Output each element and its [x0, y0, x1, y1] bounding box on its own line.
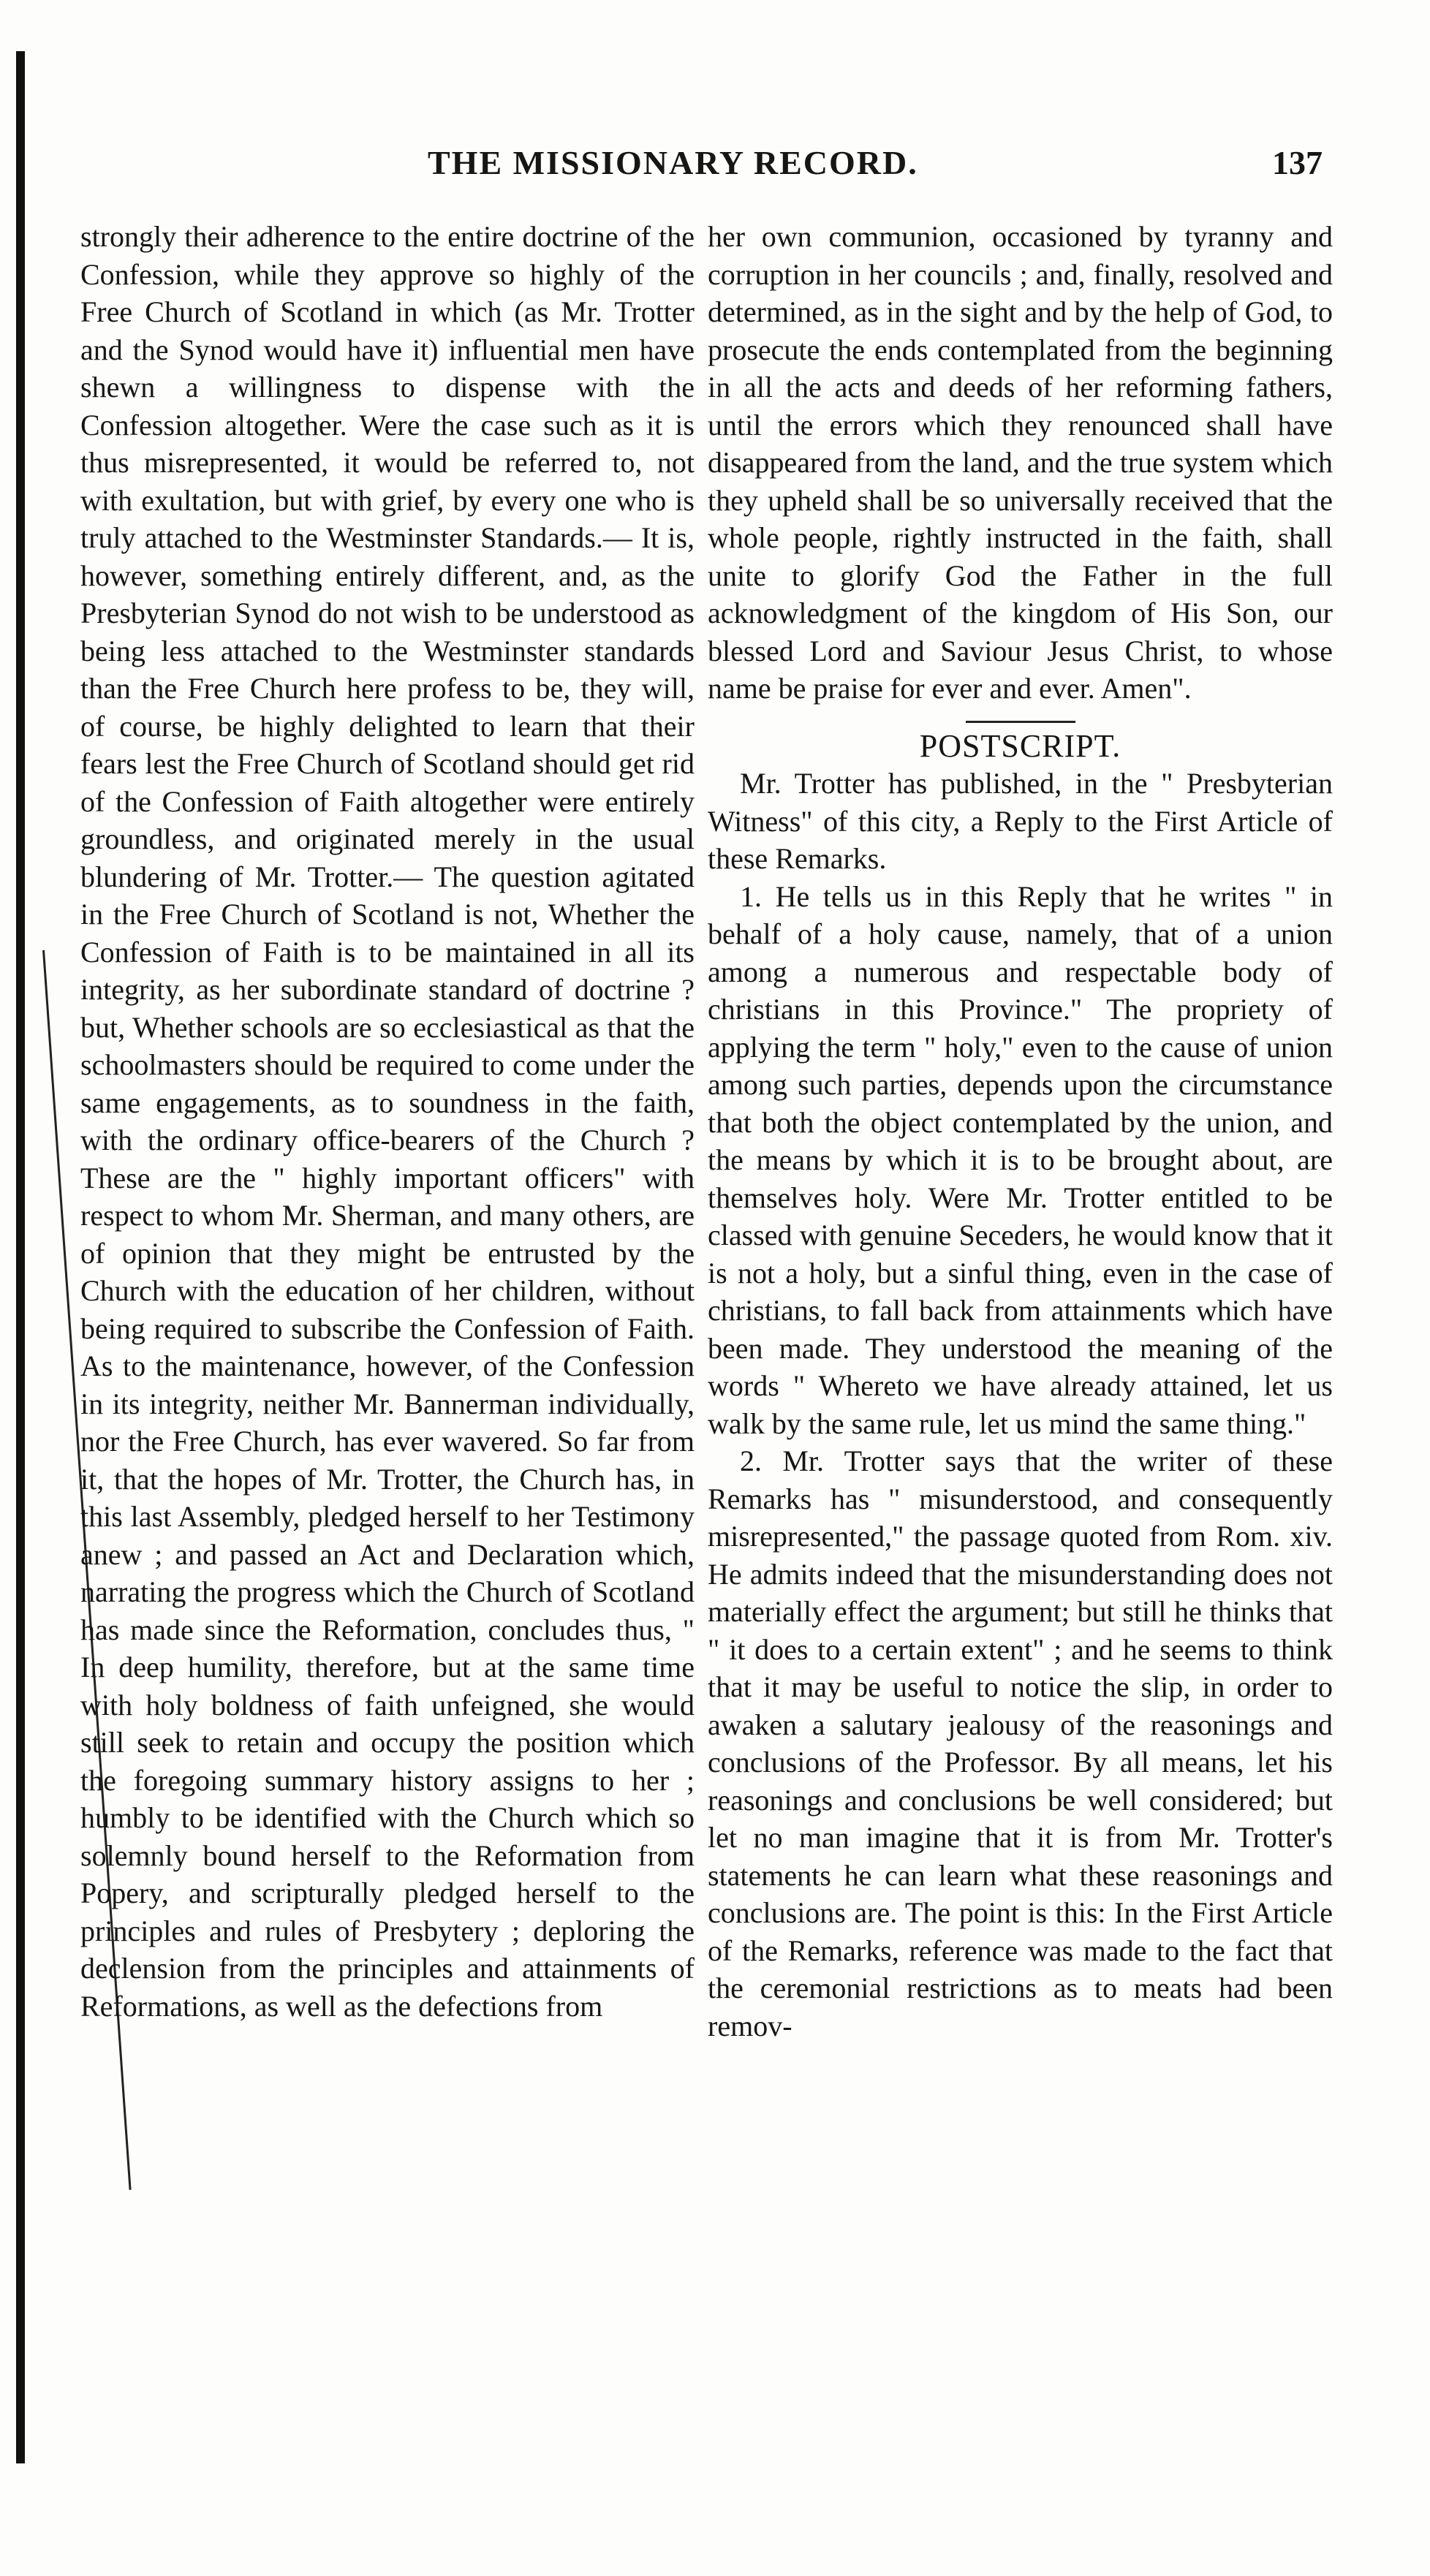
left-column	[80, 218, 695, 2025]
running-title: THE MISSIONARY RECORD.	[428, 144, 918, 181]
right-paragraph-3: 1. He tells us in this Reply that he writes " in behalf of a holy cause, namely, that of a union among a numerous and respectable body of christians in this Province." The propriety of applying the term " holy," even to the cause of union among such parties, depends upon the circumstance that both the object contemplated by the union, and the means by which it is to be brought about, are themselves holy. Were Mr. Trotter entitled to be classed with genuine Seceders, he would know that it is not a holy, but a sinful thing, even in the case of christians, to fall back from attainments which have been made. They understood the meaning of the words " Whereto we have already attained, let us walk by the same rule, let us mind the same thing."	[708, 879, 1333, 1440]
postscript-title: POSTSCRIPT.	[919, 727, 1121, 764]
right-paragraph-1: her own communion, occasioned by tyranny and corruption in her councils ; and, finally, resolved and determined, as in the sight and by the help of God, to prosecute the ends contemplated from the beginning in all the acts and deeds of her reforming fathers, until the errors which they renounced shall have disappeared from the land, and the true system which they upheld shall be so universally received that the whole people, rightly instructed in the faith, shall unite to glorify God the Father in the full acknowledgment of the kingdom of His Son, our blessed Lord and Saviour Jesus Christ, to whose name be praise for ever and ever. Amen".	[708, 220, 1333, 705]
right-column	[708, 218, 1333, 2045]
right-paragraph-2: Mr. Trotter has published, in the " Presbyterian Witness" of this city, a Reply to the First Article of these Remarks.	[708, 767, 1333, 875]
page-spine-shadow	[16, 51, 25, 2463]
left-column-text: strongly their adherence to the entire doctrine of the Confession, while they approve so highly of the Free Church of Scotland in which (as Mr. Trotter and the Synod would have it) influential men have shewn a willingness to dispense with the Confession altogether. Were the case such as it is thus misrepresented, it would be referred to, not with exultation, but with grief, by every one who is truly attached to the Westminster Standards.— It is, however, something entirely different, and, as the Presbyterian Synod do not wish to be understood as being less attached to the Westminster standards than the Free Church here profess to be, they will, of course, be highly delighted to learn that their fears lest the Free Church of Scotland should get rid of the Confession of Faith altogether were entirely groundless, and originated merely in the usual blundering of Mr. Trotter.— The question agitated in the Free Church of Scotland is not, Whether the Confession of Faith is to be maintained in all its integrity, as her subordinate standard of doctrine ? but, Whether schools are so ecclesiastical as that the schoolmasters should be required to come under the same engagements, as to soundness in the faith, with the ordinary office-bearers of the Church ? These are the " highly important officers" with respect to whom Mr. Sherman, and many others, are of opinion that they might be entrusted by the Church with the education of her children, without being required to subscribe the Confession of Faith. As to the maintenance, however, of the Confession in its integrity, neither Mr. Bannerman individually, nor the Free Church, has ever wavered. So far from it, that the hopes of Mr. Trotter, the Church has, in this last Assembly, pledged herself to her Testimony anew ; and passed an Act and Declaration which, narrating the progress which the Church of Scotland has made since the Reformation, concludes thus, " In deep humility, therefore, but at the same time with holy boldness of faith unfeigned, she would still seek to retain and occupy the position which the foregoing summary history assigns to her ; humbly to be identified with the Church which so solemnly bound herself to the Reformation from Popery, and scripturally pledged herself to the principles and rules of Presbytery ; deploring the declension from the principles and attainments of Reformations, as well as the defections from	[80, 220, 695, 2023]
right-paragraph-4: 2. Mr. Trotter says that the writer of these Remarks has " misunderstood, and consequently misrepresented," the passage quoted from Rom. xiv. He admits indeed that the misunderstanding does not materially effect the argument; but still he thinks that " it does to a certain extent" ; and he seems to think that it may be useful to notice the slip, in order to awaken a salutary jealousy of the reasonings and conclusions of the Professor. By all means, let his reasonings and conclusions be well considered; but let no man imagine that it is from Mr. Trotter's statements he can learn what these reasonings and conclusions are. The point is this: In the First Article of the Remarks, reference was made to the fact that the ceremonial restrictions as to meats had been remov-	[708, 1444, 1333, 2042]
section-divider	[966, 721, 1075, 723]
page-number: 137	[1272, 144, 1323, 181]
